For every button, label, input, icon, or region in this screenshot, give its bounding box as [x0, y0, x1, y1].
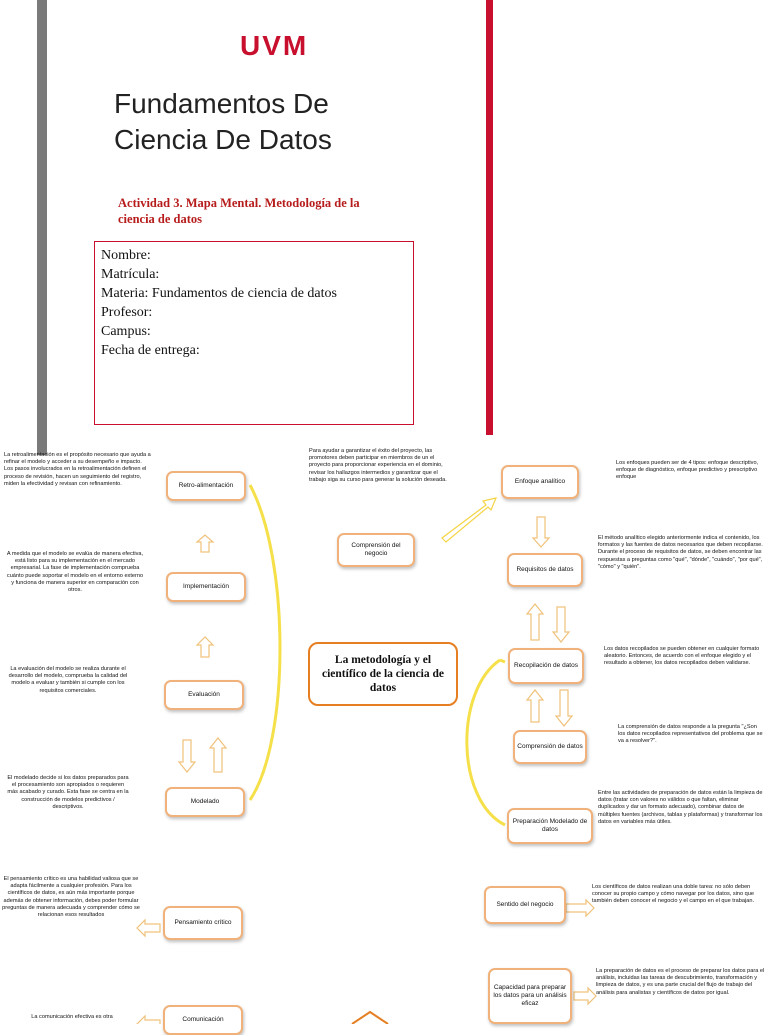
field-materia: Materia: Fundamentos de ciencia de datos: [101, 286, 337, 301]
node-recopilacion-datos: Recopilación de datos: [508, 648, 584, 684]
node-implementacion: Implementación: [166, 572, 246, 602]
node-pensamiento-critico: Pensamiento crítico: [163, 906, 243, 940]
activity-heading: Actividad 3. Mapa Mental. Metodología de la ciencia de datos: [118, 196, 360, 226]
node-comprension-datos: Comprensión de datos: [513, 730, 587, 764]
note-enfoque-analitico: Los enfoques pueden ser de 4 tipos: enfoque descriptivo, enfoque de diagnóstico, enfoque predictivo y prescriptivo enfoque: [616, 460, 759, 481]
field-nombre: Nombre:: [101, 248, 151, 263]
field-campus: Campus:: [101, 324, 151, 339]
note-modelado: El modelado decide si los datos preparados para el procesamiento son apropiados o requieren más acabado y curado. Esta fase se centra en la construcción de modelos predictivos / descriptivos.: [7, 775, 129, 810]
title-line-1: Fundamentos De: [114, 88, 329, 119]
note-implementacion: A medida que el modelo se evalúa de manera efectiva, está listo para su implementación en el mercado empresarial. La fase de implementación comprueba cuánto puede soportar el modelo en el entorno externo y funciona de manera superior en comparación con otros.: [6, 551, 144, 594]
note-preparacion-modelado: Entre las actividades de preparación de datos están la limpieza de datos (tratar con valores no válidos o que faltan, eliminar duplicados y dar un formato adecuado), combinar datos de múltiples fuentes (archivos, tablas y plataformas) y transformar los datos en variables más útiles.: [598, 790, 763, 825]
central-topic: La metodología y el científico de la ciencia de datos: [308, 642, 458, 706]
uvm-logo: UVM: [240, 30, 309, 61]
note-pensamiento-critico: El pensamiento crítico es una habilidad valiosa que se adapta fácilmente a cualquier profesión. Para los científicos de datos, es aún más importante porque además de obtener información, debes poder formular preguntas de manera adecuada y comprender cómo se relacionan esos resultados: [2, 876, 140, 919]
title-line-2: Ciencia De Datos: [114, 124, 332, 155]
note-recopilacion-datos: Los datos recopilados se pueden obtener en cualquier formato aleatorio. Entonces, de acuerdo con el enfoque elegido y el resultado a obtener, los datos recopilados deben validarse.: [604, 646, 760, 667]
node-evaluacion: Evaluación: [164, 680, 244, 710]
note-comunicacion: La comunicación efectiva es otra: [31, 1014, 113, 1020]
field-fecha: Fecha de entrega:: [101, 343, 200, 358]
node-enfoque-analitico: Enfoque analítico: [501, 465, 579, 499]
note-comprension-negocio: Para ayudar a garantizar el éxito del proyecto, las promotores deben participar en miembros de un el proyecto para proporcionar experiencia en el dominio, revisar los hallazgos intermedios y garantizar que el trabajo siga su curso para generar la solución deseada.: [309, 448, 447, 483]
node-sentido-negocio: Sentido del negocio: [484, 886, 566, 924]
node-retroalimentacion: Retro-alimentación: [166, 471, 246, 501]
note-retroalimentacion: La retroalimentación es el propósito necesario que ayuda a refinar el modelo y acceder a su desempeño e impacto. Los pasos involucrados en la retroalimentación definen el proceso de revisión, hacen un seguimiento del registro, miden la efectividad y revisan con refinamiento.: [4, 452, 151, 487]
node-modelado: Modelado: [165, 787, 245, 817]
field-profesor: Profesor:: [101, 305, 153, 320]
node-capacidad-preparar: Capacidad para preparar los datos para un análisis eficaz: [488, 968, 572, 1024]
node-requisitos-datos: Requisitos de datos: [507, 553, 583, 587]
node-preparacion-modelado: Preparación Modelado de datos: [507, 808, 593, 844]
node-comunicacion: Comunicación: [163, 1005, 243, 1035]
field-matricula: Matrícula:: [101, 267, 160, 282]
node-comprension-negocio: Comprensión del negocio: [337, 533, 415, 567]
note-capacidad-preparar: La preparación de datos es el proceso de preparar los datos para el análisis, incluidas las tareas de descubrimiento, transformación y limpieza de datos, y es una parte crucial del flujo de trabajo del análisis para analistas y científicos de datos por igual.: [596, 968, 765, 996]
note-requisitos-datos: El método analítico elegido anteriormente indica el contenido, los formatos y las fuentes de datos necesarios que deben recopilarse. Durante el proceso de requisitos de datos, se deben encontrar las respuestas a preguntas como "qué", "dónde", "cuándo", "por qué", "cómo" y "quién".: [598, 535, 763, 570]
note-sentido-negocio: Los científicos de datos realizan una doble tarea: no sólo deben conocer su propio campo y cómo navegar por los datos, sino que también deben conocer el negocio y el campo en el que trabajan.: [592, 884, 755, 905]
note-comprension-datos: La comprensión de datos responde a la pregunta "¿Son los datos recopilados representativos del problema que se va a resolver?".: [618, 724, 763, 745]
note-evaluacion: La evaluación del modelo se realiza durante el desarrollo del modelo, comprueba la calidad del modelo a evaluar y también si cumple con los requisitos comerciales.: [8, 666, 128, 694]
